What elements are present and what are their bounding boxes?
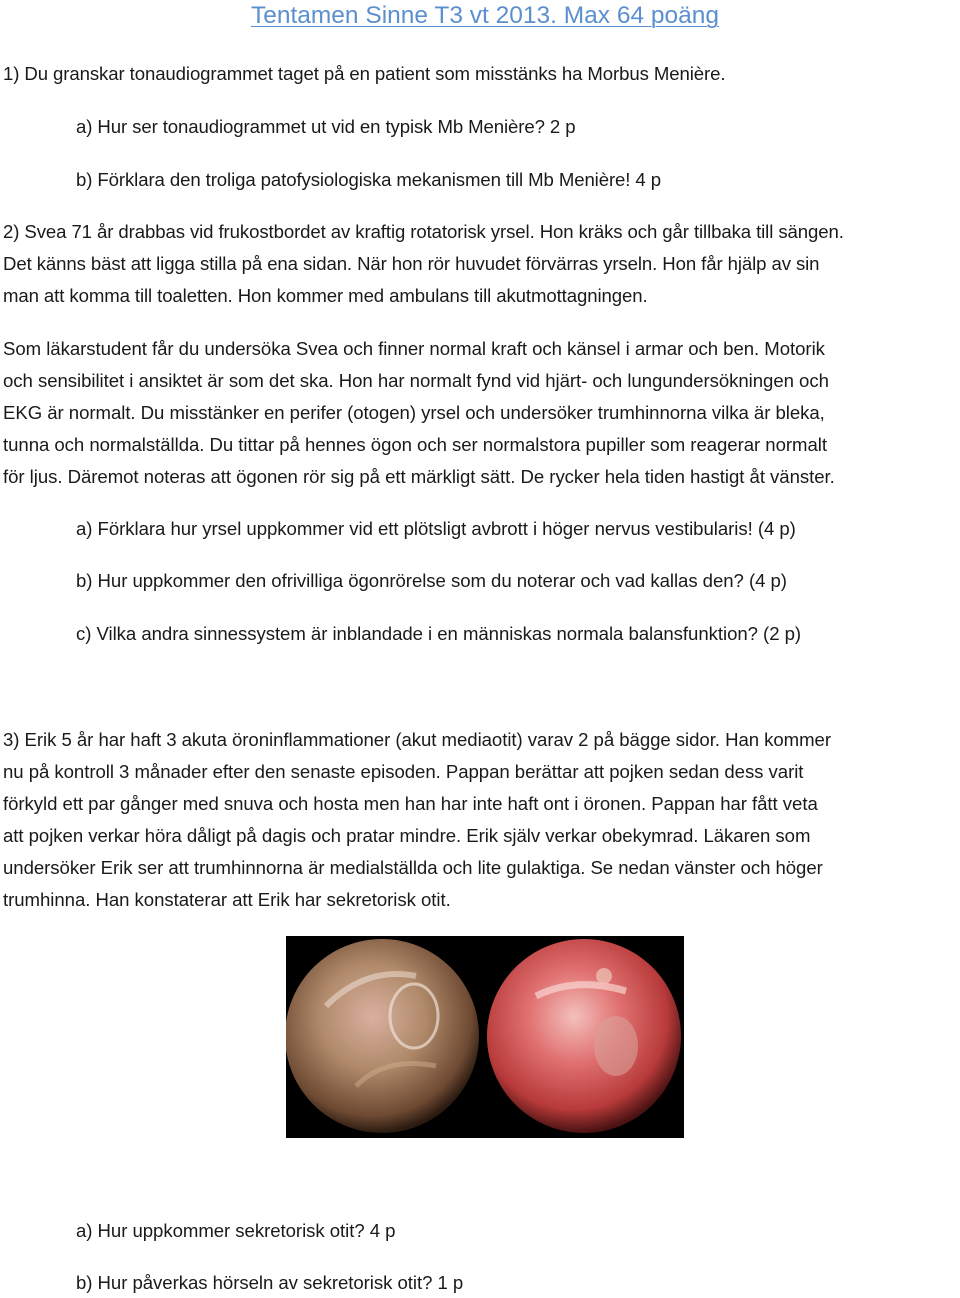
question-2-line: för ljus. Däremot noteras att ögonen rör sig på ett märkligt sätt. De rycker hela tiden hastigt åt vänster.	[3, 466, 835, 487]
question-2-line: och sensibilitet i ansiktet är som det ska. Hon har normalt fynd vid hjärt- och lungundersökningen och	[3, 370, 829, 391]
left-eardrum-image	[286, 939, 479, 1133]
question-2-line: EKG är normalt. Du misstänker en perifer (otogen) yrsel och undersöker trumhinnorna vilka är bleka,	[3, 402, 825, 423]
question-3a: a) Hur uppkommer sekretorisk otit? 4 p	[76, 1220, 396, 1241]
question-1b: b) Förklara den troliga patofysiologiska mekanismen till Mb Menière! 4 p	[76, 169, 661, 190]
question-3-line: 3) Erik 5 år har haft 3 akuta öroninflammationer (akut mediaotit) varav 2 på bägge sidor. Han kommer	[3, 729, 831, 750]
question-2a: a) Förklara hur yrsel uppkommer vid ett plötsligt avbrott i höger nervus vestibularis! (4 p)	[76, 518, 796, 539]
eardrum-photos	[286, 936, 684, 1138]
question-3-line: förkyld ett par gånger med snuva och hosta men han har inte haft ont i öronen. Pappan har fått veta	[3, 793, 818, 814]
question-2-line: tunna och normalställda. Du tittar på hennes ögon och ser normalstora pupiller som reagerar normalt	[3, 434, 827, 455]
right-eardrum-image	[487, 939, 681, 1133]
question-1a: a) Hur ser tonaudiogrammet ut vid en typisk Mb Menière? 2 p	[76, 116, 576, 137]
question-3-line: nu på kontroll 3 månader efter den senaste episoden. Pappan berättar att pojken sedan dess varit	[3, 761, 804, 782]
question-2-line: Som läkarstudent får du undersöka Svea och finner normal kraft och känsel i armar och ben. Motorik	[3, 338, 825, 359]
question-2c: c) Vilka andra sinnessystem är inblandade i en människas normala balansfunktion? (2 p)	[76, 623, 802, 644]
page-title: Tentamen Sinne T3 vt 2013. Max 64 poäng	[250, 2, 720, 29]
question-2-line: 2) Svea 71 år drabbas vid frukostbordet av kraftig rotatorisk yrsel. Hon kräks och går tillbaka till sängen.	[3, 221, 844, 242]
question-2-line: Det känns bäst att ligga stilla på ena sidan. När hon rör huvudet förvärras yrseln. Hon får hjälp av sin	[3, 253, 820, 274]
question-3b: b) Hur påverkas hörseln av sekretorisk otit? 1 p	[76, 1272, 464, 1293]
question-3-line: att pojken verkar höra dåligt på dagis och pratar mindre. Erik själv verkar obekymrad. Läkaren som	[3, 825, 811, 846]
question-3-line: undersöker Erik ser att trumhinnorna är medialställda och lite gulaktiga. Se nedan vänster och höger	[3, 857, 823, 878]
question-2b: b) Hur uppkommer den ofrivilliga ögonrörelse som du noterar och vad kallas den? (4 p)	[76, 570, 787, 591]
question-3-line: trumhinna. Han konstaterar att Erik har sekretorisk otit.	[3, 889, 451, 910]
question-2-line: man att komma till toaletten. Hon kommer med ambulans till akutmottagningen.	[3, 285, 648, 306]
question-1-intro: 1) Du granskar tonaudiogrammet taget på en patient som misstänks ha Morbus Menière.	[3, 63, 726, 84]
